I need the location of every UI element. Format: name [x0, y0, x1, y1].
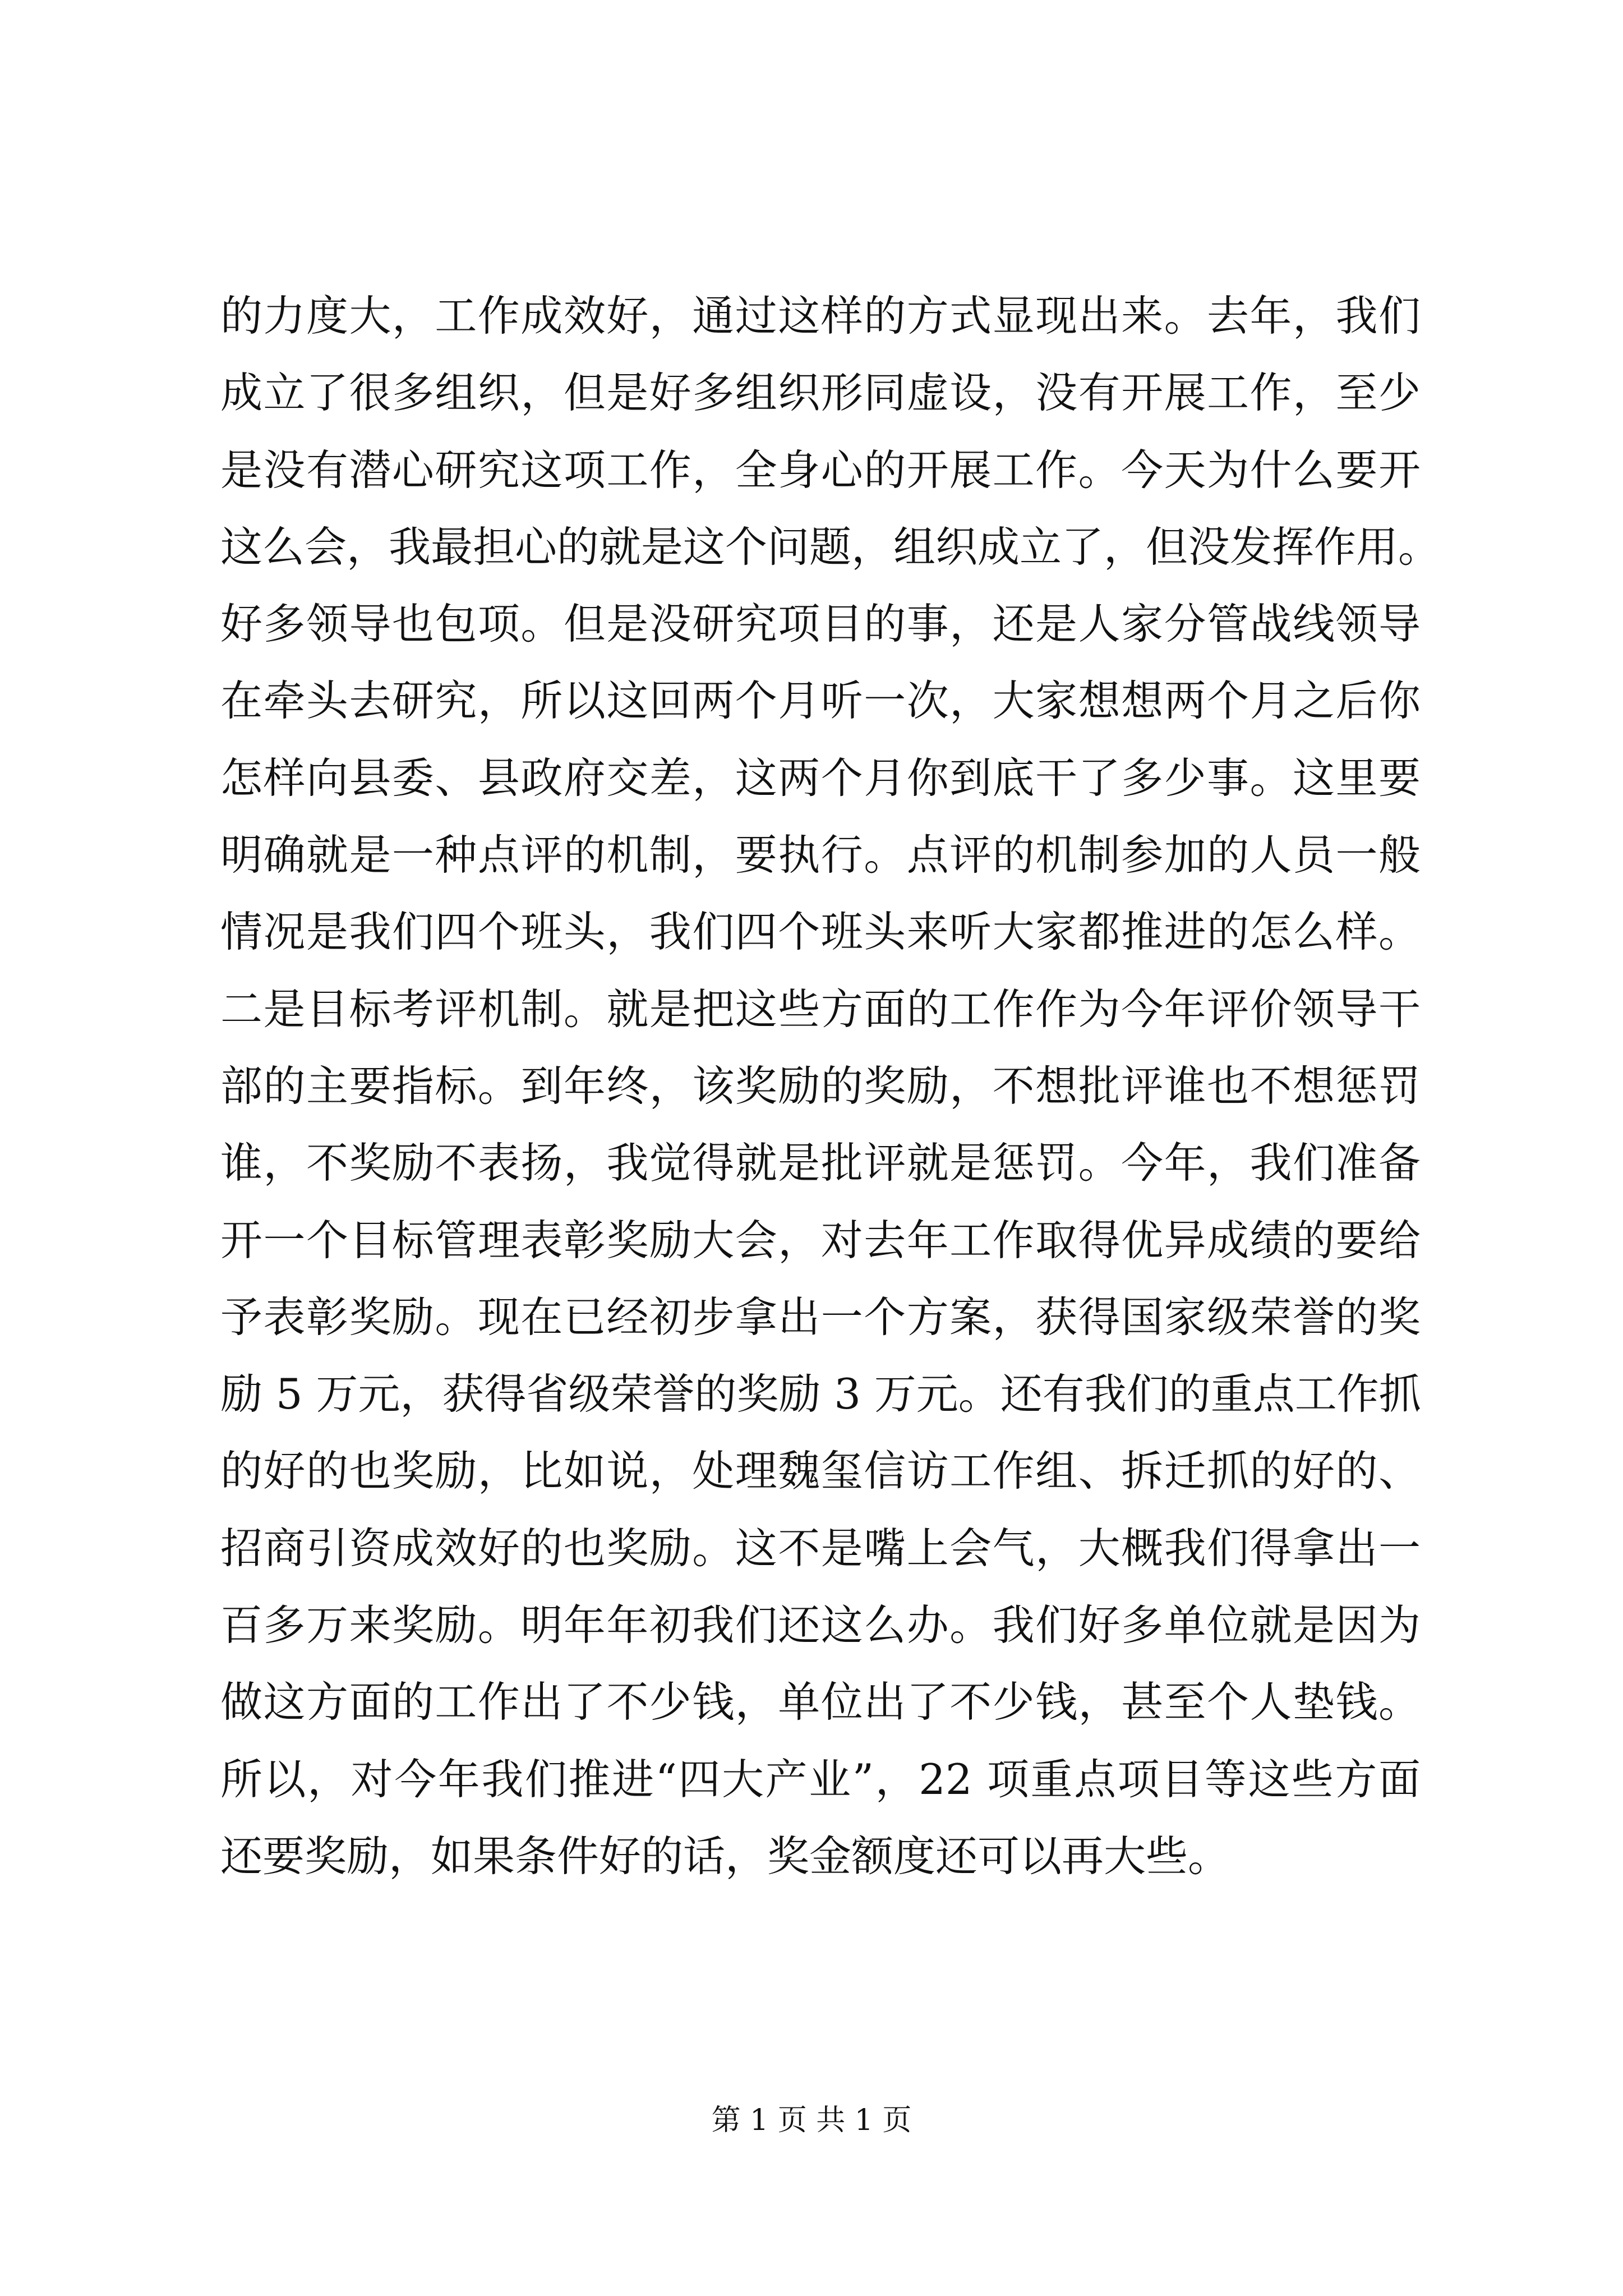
text-line: 是没有潜心研究这项工作，全身心的开展工作。今天为什么要开 [220, 445, 1421, 495]
text-line: 情况是我们四个班头，我们四个班头来听大家都推进的怎么样。 [220, 907, 1421, 957]
text-line: 励 5 万元，获得省级荣誉的奖励 3 万元。还有我们的重点工作抓 [220, 1369, 1421, 1419]
text-line: 开一个目标管理表彰奖励大会，对去年工作取得优异成绩的要给 [220, 1215, 1421, 1265]
text-line-last: 还要奖励，如果条件好的话，奖金额度还可以再大些。 [220, 1831, 1230, 1881]
text-line: 好多领导也包项。但是没研究项目的事，还是人家分管战线领导 [220, 599, 1421, 649]
text-line: 所以，对今年我们推进“四大产业”，22 项重点项目等这些方面 [220, 1754, 1421, 1804]
text-line: 明确就是一种点评的机制，要执行。点评的机制参加的人员一般 [220, 830, 1421, 880]
text-line: 的好的也奖励，比如说，处理魏玺信访工作组、拆迁抓的好的、 [220, 1446, 1421, 1496]
text-line: 在牵头去研究，所以这回两个月听一次，大家想想两个月之后你 [220, 676, 1421, 726]
text-line: 做这方面的工作出了不少钱，单位出了不少钱，甚至个人垫钱。 [220, 1677, 1421, 1727]
page-number-label: 第 1 页 共 1 页 [711, 2104, 912, 2137]
text-line: 这么会，我最担心的就是这个问题，组织成立了，但没发挥作用。 [220, 522, 1441, 572]
page-footer [0, 2101, 1623, 2140]
text-line: 谁，不奖励不表扬，我觉得就是批评就是惩罚。今年，我们准备 [220, 1138, 1421, 1188]
body-text [220, 278, 1441, 1895]
text-line: 百多万来奖励。明年年初我们还这么办。我们好多单位就是因为 [220, 1600, 1421, 1650]
text-line: 怎样向县委、县政府交差，这两个月你到底干了多少事。这里要 [220, 753, 1421, 803]
text-line: 予表彰奖励。现在已经初步拿出一个方案，获得国家级荣誉的奖 [220, 1292, 1421, 1342]
text-line: 的力度大，工作成效好，通过这样的方式显现出来。去年，我们 [220, 291, 1421, 341]
text-line: 部的主要指标。到年终，该奖励的奖励，不想批评谁也不想惩罚 [220, 1061, 1421, 1111]
text-line: 二是目标考评机制。就是把这些方面的工作作为今年评价领导干 [220, 984, 1421, 1034]
text-line: 成立了很多组织，但是好多组织形同虚设，没有开展工作，至少 [220, 368, 1421, 418]
text-line: 招商引资成效好的也奖励。这不是嘴上会气，大概我们得拿出一 [220, 1523, 1421, 1573]
